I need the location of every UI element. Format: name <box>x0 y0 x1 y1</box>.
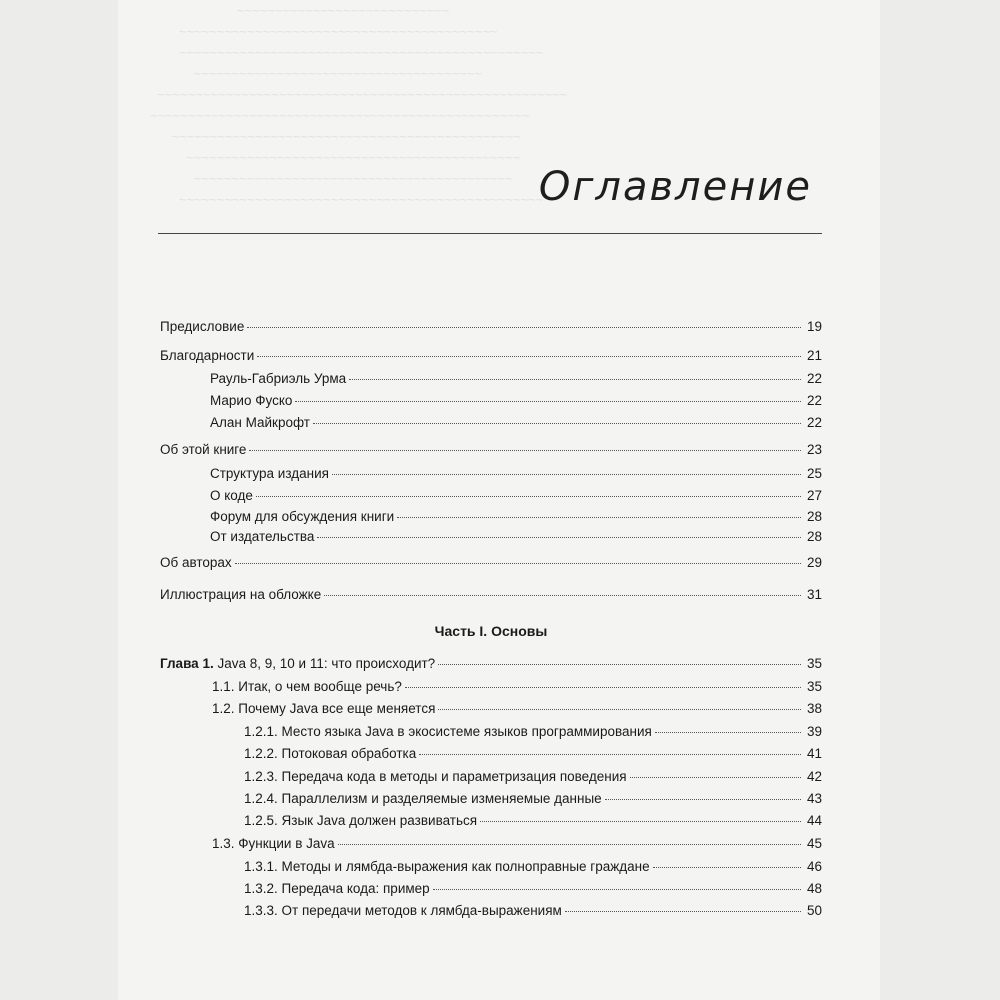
leader-dots <box>405 687 801 688</box>
leader-dots <box>480 821 801 822</box>
toc-entry-label: 1.3.1. Методы и лямбда-выражения как полноправные граждане <box>244 859 650 874</box>
toc-entry-page: 35 <box>806 656 822 671</box>
leader-dots <box>630 777 801 778</box>
toc-entry-page: 39 <box>806 724 822 739</box>
toc-entry-label: Алан Майкрофт <box>210 415 310 430</box>
toc-entry-label: 1.2.5. Язык Java должен развиваться <box>244 813 478 828</box>
toc-entry-label: От издательства <box>210 529 315 544</box>
toc-entry-page: 44 <box>806 813 822 828</box>
toc-entry-label: Об этой книге <box>160 442 247 457</box>
toc-entry-cover-illustration[interactable] <box>160 586 822 604</box>
leader-dots <box>317 537 801 538</box>
toc-entry-section-1-1[interactable] <box>212 678 822 696</box>
leader-dots <box>247 327 801 328</box>
toc-entry-label: Благодарности <box>160 348 255 363</box>
toc-entry-page: 35 <box>806 679 822 694</box>
toc-entry-label: 1.1. Итак, о чем вообще речь? <box>212 679 402 694</box>
toc-entry-section-1-3-2[interactable] <box>244 880 822 898</box>
title-rule <box>158 233 822 234</box>
toc-entry-page: 48 <box>806 881 822 896</box>
toc-entry-acknowledgement-fusco[interactable] <box>210 392 822 410</box>
leader-dots <box>565 911 801 912</box>
chapter-title: Java 8, 9, 10 и 11: что происходит? <box>213 656 436 671</box>
toc-entry-label: Предисловие <box>160 319 245 334</box>
leader-dots <box>419 754 801 755</box>
toc-entry-book-structure[interactable] <box>210 465 822 483</box>
leader-dots <box>438 709 801 710</box>
leader-dots <box>605 799 801 800</box>
leader-dots <box>438 664 801 665</box>
leader-dots <box>338 844 801 845</box>
toc-entry-page: 43 <box>806 791 822 806</box>
toc-entry-from-publisher[interactable] <box>210 528 822 546</box>
toc-entry-page: 45 <box>806 836 822 851</box>
toc-entry-page: 29 <box>806 555 822 570</box>
toc-entry-page: 27 <box>806 488 822 503</box>
toc-entry-label: 1.2.4. Параллелизм и разделяемые изменяемые данные <box>244 791 602 806</box>
toc-entry-section-1-2-5[interactable] <box>244 812 822 830</box>
toc-entry-label: Структура издания <box>210 466 329 481</box>
toc-entry-about-book[interactable] <box>160 441 822 459</box>
toc-entry-page: 25 <box>806 466 822 481</box>
toc-entry-page: 22 <box>806 393 822 408</box>
toc-entry-section-1-2-2[interactable] <box>244 745 822 763</box>
toc-entry-about-code[interactable] <box>210 487 822 505</box>
toc-entry-label: 1.3.3. От передачи методов к лямбда-выражениям <box>244 903 562 918</box>
toc-entry-label: 1.3. Функции в Java <box>212 836 335 851</box>
toc-entry-page: 22 <box>806 371 822 386</box>
page-title: Оглавление <box>538 164 812 210</box>
toc-entry-page: 28 <box>806 529 822 544</box>
toc-entry-page: 23 <box>806 442 822 457</box>
toc-entry-page: 19 <box>806 319 822 334</box>
toc-entry-label: 1.2.3. Передача кода в методы и параметризация поведения <box>244 769 627 784</box>
toc-entry-label: 1.2.1. Место языка Java в экосистеме языков программирования <box>244 724 652 739</box>
leader-dots <box>655 732 801 733</box>
toc-entry-label: Об авторах <box>160 555 232 570</box>
leader-dots <box>256 496 801 497</box>
toc-entry-label: 1.2.2. Потоковая обработка <box>244 746 417 761</box>
toc-entry-page: 50 <box>806 903 822 918</box>
toc-entry-chapter-1[interactable] <box>160 655 822 673</box>
toc-entry-section-1-3-3[interactable] <box>244 902 822 920</box>
toc-entry-page: 41 <box>806 746 822 761</box>
toc-entry-label: О коде <box>210 488 253 503</box>
toc-entry-acknowledgement-mycroft[interactable] <box>210 414 822 432</box>
leader-dots <box>324 595 801 596</box>
leader-dots <box>397 517 801 518</box>
leader-dots <box>257 356 801 357</box>
toc-entry-section-1-3-1[interactable] <box>244 858 822 876</box>
toc-entry-label: Марио Фуско <box>210 393 293 408</box>
toc-entry-section-1-3[interactable] <box>212 835 822 853</box>
toc-entry-page: 28 <box>806 509 822 524</box>
leader-dots <box>349 379 801 380</box>
leader-dots <box>295 401 801 402</box>
toc-entry-discussion-forum[interactable] <box>210 508 822 526</box>
toc-entry-label: 1.3.2. Передача кода: пример <box>244 881 430 896</box>
toc-entry-preface[interactable] <box>160 318 822 336</box>
toc-entry-page: 46 <box>806 859 822 874</box>
part-heading: Часть I. Основы <box>434 623 548 639</box>
toc-entry-page: 21 <box>806 348 822 363</box>
toc-entry-label: Рауль-Габриэль Урма <box>210 371 347 386</box>
toc-entry-page: 22 <box>806 415 822 430</box>
leader-dots <box>235 563 801 564</box>
leader-dots <box>249 450 801 451</box>
leader-dots <box>433 889 801 890</box>
toc-entry-acknowledgement-urma[interactable] <box>210 370 822 388</box>
toc-entry-section-1-2-4[interactable] <box>244 790 822 808</box>
toc-entry-page: 42 <box>806 769 822 784</box>
toc-entry-section-1-2-3[interactable] <box>244 768 822 786</box>
toc-entry-label: Форум для обсуждения книги <box>210 509 395 524</box>
toc-entry-section-1-2-1[interactable] <box>244 723 822 741</box>
chapter-prefix: Глава 1. <box>160 656 214 671</box>
leader-dots <box>332 474 801 475</box>
toc-entry-page: 38 <box>806 701 822 716</box>
toc-entry-section-1-2[interactable] <box>212 700 822 718</box>
leader-dots <box>313 423 801 424</box>
leader-dots <box>653 867 801 868</box>
toc-entry-acknowledgements[interactable] <box>160 347 822 365</box>
toc-entry-page: 31 <box>806 587 822 602</box>
toc-entry-label: 1.2. Почему Java все еще меняется <box>212 701 436 716</box>
toc-entry-label <box>160 655 435 673</box>
toc-entry-label: Иллюстрация на обложке <box>160 587 322 602</box>
toc-entry-about-authors[interactable] <box>160 554 822 572</box>
